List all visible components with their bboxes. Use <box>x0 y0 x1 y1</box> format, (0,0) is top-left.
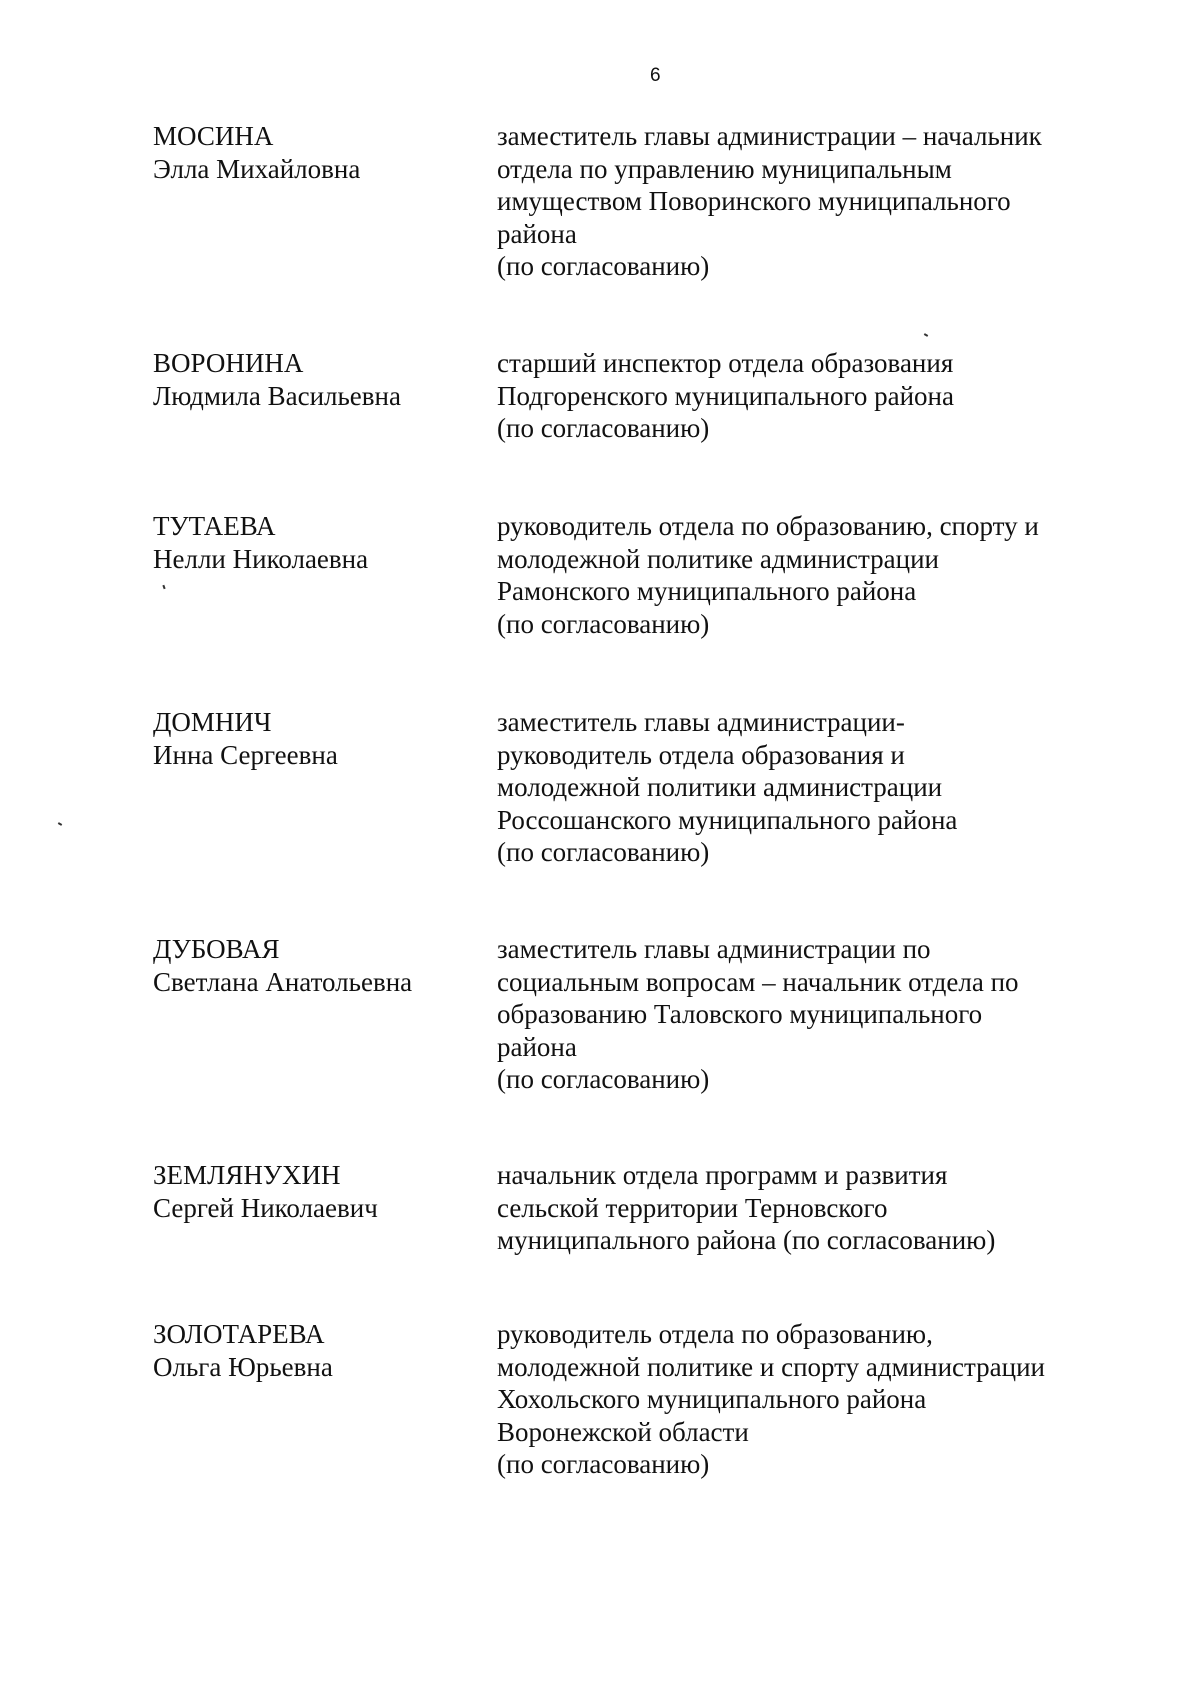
position-line: молодежной политики администрации <box>497 772 943 802</box>
member-position <box>497 347 1117 445</box>
position-line: Подгоренского муниципального района <box>497 380 954 411</box>
member-person <box>153 510 483 575</box>
position-line: (по согласованию) <box>497 1449 710 1479</box>
position-line: руководитель отдела по образованию, спорту и <box>497 511 1039 541</box>
position-line: (по согласованию) <box>497 837 710 867</box>
position-line: заместитель главы администрации – начальник <box>497 121 1042 151</box>
member-person <box>153 933 483 998</box>
position-line: социальным вопросам – начальник отдела по <box>497 966 1019 997</box>
member-surname: ТУТАЕВА <box>153 511 276 541</box>
position-line: отдела по управлению муниципальным <box>497 153 952 184</box>
member-person <box>153 120 483 185</box>
position-line: Россошанского муниципального района <box>497 804 958 835</box>
member-surname: МОСИНА <box>153 121 274 151</box>
position-line: Рамонского муниципального района <box>497 576 917 606</box>
position-line: сельской территории Терновского <box>497 1192 888 1223</box>
scan-speck <box>162 585 165 589</box>
position-line: руководитель отдела по образованию, <box>497 1319 933 1349</box>
position-line: образованию Таловского муниципального <box>497 999 983 1029</box>
member-person <box>153 706 483 771</box>
member-given-name: Светлана Анатольевна <box>153 966 413 997</box>
member-surname: ДОМНИЧ <box>153 707 272 737</box>
position-line: Воронежской области <box>497 1416 749 1447</box>
member-given-name: Инна Сергеевна <box>153 739 338 770</box>
position-line: заместитель главы администрации по <box>497 934 931 964</box>
position-line: (по согласованию) <box>497 608 710 639</box>
member-surname: ЗЕМЛЯНУХИН <box>153 1160 341 1190</box>
member-position <box>497 120 1117 283</box>
member-surname: ДУБОВАЯ <box>153 934 280 964</box>
page-number: 6 <box>650 65 661 86</box>
position-line: района <box>497 1031 577 1062</box>
position-line: (по согласованию) <box>497 251 710 281</box>
member-given-name: Людмила Васильевна <box>153 380 401 411</box>
member-position <box>497 1159 1117 1257</box>
member-position <box>497 706 1117 869</box>
member-person <box>153 1159 483 1224</box>
position-line: муниципального района (по согласованию) <box>497 1225 996 1255</box>
member-surname: ЗОЛОТАРЕВА <box>153 1319 325 1349</box>
position-line: заместитель главы администрации- <box>497 707 905 737</box>
position-line: молодежной политике и спорту администрации <box>497 1351 1045 1382</box>
scan-speck <box>58 822 62 826</box>
member-person <box>153 1318 483 1383</box>
position-line: Хохольского муниципального района <box>497 1384 927 1414</box>
position-line: руководитель отдела образования и <box>497 739 905 770</box>
member-given-name: Нелли Николаевна <box>153 543 369 574</box>
member-given-name: Элла Михайловна <box>153 153 361 184</box>
position-line: (по согласованию) <box>497 413 710 443</box>
position-line: начальник отдела программ и развития <box>497 1160 948 1190</box>
position-line: (по согласованию) <box>497 1064 710 1094</box>
member-surname: ВОРОНИНА <box>153 348 304 378</box>
member-person <box>153 347 483 412</box>
member-position <box>497 510 1117 640</box>
position-line: имуществом Поворинского муниципального <box>497 186 1011 216</box>
position-line: района <box>497 218 577 249</box>
member-position <box>497 933 1117 1096</box>
member-given-name: Ольга Юрьевна <box>153 1351 333 1382</box>
scan-speck <box>924 333 928 337</box>
position-line: молодежной политике администрации <box>497 543 939 574</box>
member-given-name: Сергей Николаевич <box>153 1192 378 1223</box>
member-position <box>497 1318 1117 1481</box>
position-line: старший инспектор отдела образования <box>497 348 954 378</box>
